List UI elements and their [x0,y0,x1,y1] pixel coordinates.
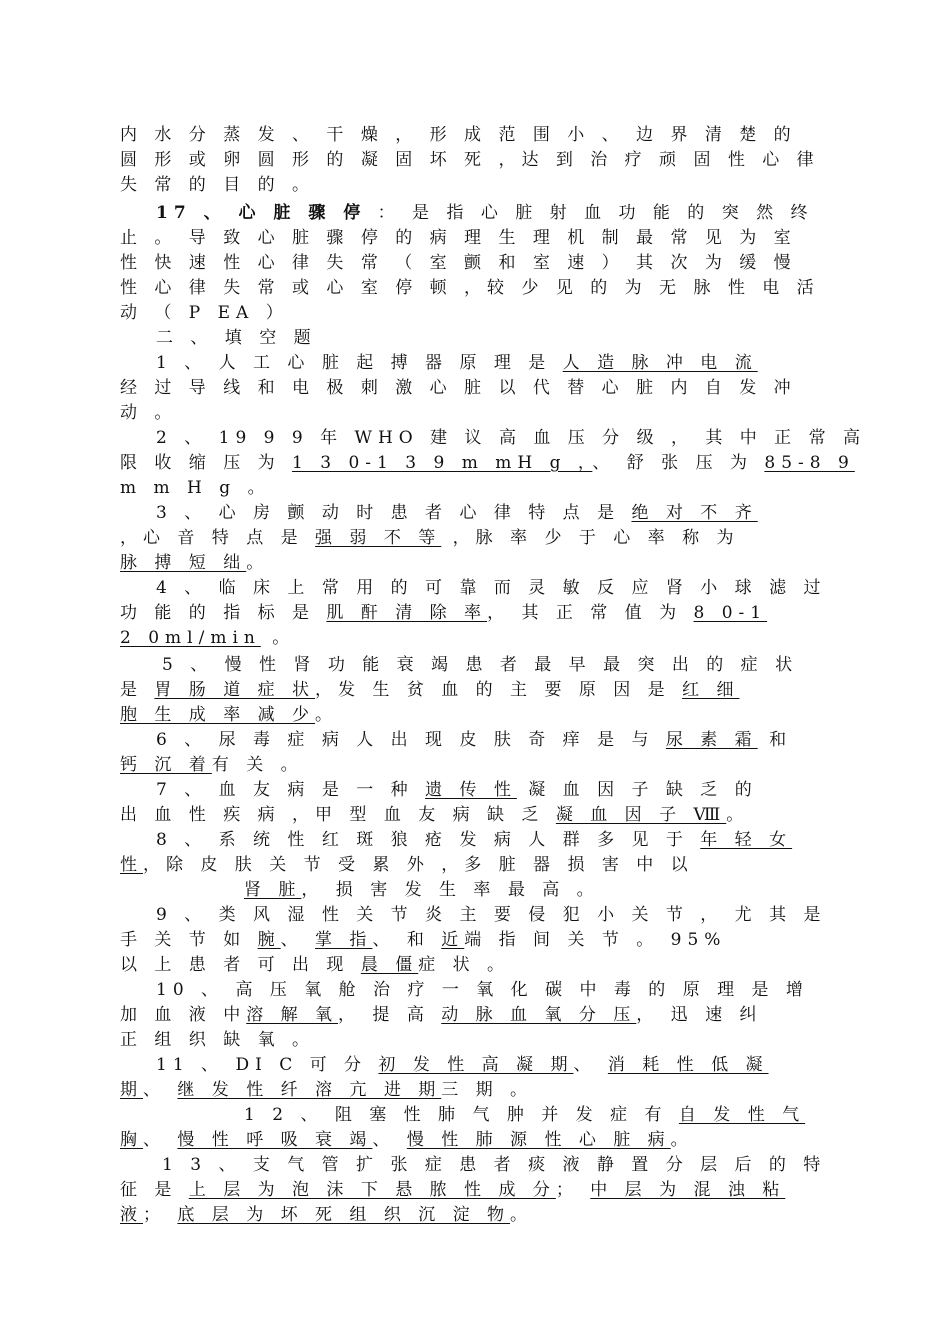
text-line [120,1004,763,1026]
text-run: 以 上 患 者 可 出 现 [120,955,350,975]
section-heading [156,327,317,349]
text-line [162,654,798,676]
text-run: 。 [726,805,750,825]
text-line [156,502,758,524]
text-run: 10 、 高 压 氧 舱 治 疗 一 氧 化 碳 中 毒 的 原 理 是 增 [156,980,809,1000]
text-run: 症 状 。 [418,955,511,975]
text-run: 二 、 填 空 题 [156,328,317,348]
answer-blank: 继 发 性 纤 溶 亢 进 期 [177,1080,442,1100]
answer-blank: 自 发 性 气 [678,1105,806,1125]
text-run: 内 水 分 蒸 发 、 干 燥 ， 形 成 范 围 小 、 边 界 清 楚 的 [120,125,797,145]
answer-blank: 肾 脏 [244,880,302,900]
text-line [162,1154,826,1176]
answer-blank: 2 0ml/min [120,628,261,648]
answer-blank: 年 轻 女 [700,830,793,850]
text-run: 三 期 。 [441,1080,534,1100]
text-run: 止 。 导 致 心 脏 骤 停 的 病 理 生 理 机 制 最 常 见 为 室 [120,228,797,248]
text-run: 1 、 人 工 心 脏 起 搏 器 原 理 是 [156,353,552,373]
text-line [120,402,177,424]
answer-blank: 慢 性 肺 源 性 心 脏 病 [406,1130,671,1150]
text-run: 、 [372,1130,396,1150]
text-line [120,1029,315,1051]
text-run: ，除 皮 肤 关 节 受 累 外 ，多 脏 器 损 害 中 以 [143,855,694,875]
text-line [156,427,866,449]
answer-blank: 消 耗 性 低 凝 [607,1055,769,1075]
text-run: ， 提 高 [338,1005,430,1025]
text-line [120,1204,533,1226]
text-run: 、 舒 张 压 为 [592,453,753,473]
answer-blank: 腕 [257,930,281,950]
text-line [120,302,289,324]
text-line [120,1079,533,1101]
answer-blank: 晨 僵 [360,955,419,975]
text-run: 限 收 缩 压 为 [120,453,281,473]
text-line [120,527,739,549]
text-run: ， 迅 速 纠 [636,1005,763,1025]
text-line [120,804,749,826]
text-line [120,929,726,951]
answer-blank: 溶 解 氧 [246,1005,339,1025]
answer-blank: 1 3 0-1 3 9 m mH g ， [292,453,593,473]
text-run: ，发 生 贫 血 的 主 要 原 因 是 [315,680,671,700]
text-run: 功 能 的 指 标 是 [120,603,316,623]
text-run: 。 [670,1130,694,1150]
text-line [120,754,304,776]
answer-blank: 肌 酐 清 除 率 [326,603,488,623]
text-run: 手 关 节 如 [120,930,247,950]
text-run: 出 血 性 疾 病 ，甲 型 血 友 病 缺 乏 [120,805,545,825]
text-line [156,577,827,599]
text-run: 性 心 律 失 常 或 心 室 停 顿 ，较 少 见 的 为 无 脉 性 电 活 [120,278,820,298]
text-run: ： 是 指 心 脏 射 血 功 能 的 突 然 终 [377,203,814,223]
text-run: 圆 形 或 卵 圆 形 的 凝 固 坏 死 ，达 到 治 疗 顽 固 性 心 律 [120,150,820,170]
text-line [156,904,827,926]
text-line [120,227,797,249]
text-line [120,377,797,399]
answer-blank: 慢 性 呼 吸 衰 竭 [177,1130,373,1150]
text-run: 。 [246,553,270,573]
text-line [120,477,271,499]
text-line [120,452,855,474]
answer-blank: 底 层 为 坏 死 组 织 沉 淀 物 [177,1205,511,1225]
text-run: 、 [143,1130,166,1150]
text-line [120,1129,694,1151]
text-run: 、 [573,1055,597,1075]
text-run: ； [143,1205,166,1225]
answer-blank: 红 细 [682,680,740,700]
text-run: ，脉 率 少 于 心 率 称 为 [452,528,740,548]
answer-blank: 动 脉 血 氧 分 压 [441,1005,637,1025]
text-line [120,124,797,146]
answer-blank: 胃 肠 道 症 状 [154,680,316,700]
text-line [120,954,510,976]
text-run: ， 损 害 发 生 率 最 高 。 [301,880,600,900]
text-run: 。 [315,705,339,725]
answer-blank: 胞 生 成 率 减 少 [120,705,316,725]
text-run: 端 指 间 关 节 。 95% [464,930,727,950]
text-run: 和 [769,730,793,750]
text-line [156,729,792,751]
text-line [120,252,797,274]
text-line [120,552,269,574]
text-run: 4 、 临 床 上 常 用 的 可 靠 而 灵 敏 反 应 肾 小 球 滤 过 [156,578,827,598]
text-run: 。 [272,628,296,648]
text-run: 6 、 尿 毒 症 病 人 出 现 皮 肤 奇 痒 是 与 [156,730,655,750]
answer-blank: 85-8 9 [764,453,855,473]
text-line [156,779,758,801]
text-line [156,1054,768,1076]
text-line [120,602,767,624]
text-run: 、 [280,930,304,950]
answer-blank: 期 [120,1080,143,1100]
text-line [244,879,600,901]
text-run: 2 、 19 9 9 年 WHO 建 议 高 血 压 分 级 ， 其 中 正 常 高 [156,428,866,448]
text-run: ； [555,1180,579,1200]
text-line [120,277,820,299]
term-heading-line [156,202,814,224]
answer-blank: 液 [120,1205,143,1225]
answer-blank: 掌 指 [315,930,373,950]
answer-blank: 胸 [120,1130,143,1150]
text-run: 加 血 液 中 [120,1005,247,1025]
answer-blank: 强 弱 不 等 [315,528,442,548]
answer-blank: 近 [441,930,465,950]
text-run: 正 组 织 缺 氧 。 [120,1030,316,1050]
text-run: m m H g 。 [120,478,271,498]
answer-blank: 8 0-1 [693,603,768,623]
text-line [244,1104,805,1126]
text-run: 7 、 血 友 病 是 一 种 [156,780,414,800]
text-line [120,1179,785,1201]
answer-blank: 上 层 为 泡 沫 下 悬 脓 性 成 分 [188,1180,556,1200]
text-run: 3 、 心 房 颤 动 时 患 者 心 律 特 点 是 [156,503,621,523]
answer-blank: 中 层 为 混 浊 粘 [590,1180,786,1200]
text-line [156,979,809,1001]
text-run: 、 和 [372,930,430,950]
answer-blank: 钙 沉 着 [120,755,212,775]
text-run: 9 、 类 风 湿 性 关 节 炎 主 要 侵 犯 小 关 节 ， 尤 其 是 [156,905,827,925]
text-run: 11 、 DI C 可 分 [156,1055,368,1075]
text-run: 。 [510,1205,534,1225]
text-run: 、 [143,1080,166,1100]
text-line [156,829,792,851]
text-run: 动 （ P EA ） [120,303,289,323]
text-line [120,704,338,726]
text-line [120,854,694,876]
text-run: 凝 血 因 子 缺 乏 的 [528,780,758,800]
text-line [120,679,739,701]
text-run: 1 2 、 阻 塞 性 肺 气 肿 并 发 症 有 [244,1105,668,1125]
text-run: ， 其 正 常 值 为 [487,603,683,623]
answer-blank: 脉 搏 短 绌 [120,553,247,573]
answer-blank: 遗 传 性 [425,780,517,800]
text-run: 是 [120,680,143,700]
answer-blank: 凝 血 因 子 Ⅷ [555,805,727,825]
text-run: 有 关 。 [211,755,304,775]
text-run: 1 3 、 支 气 管 扩 张 症 患 者 痰 液 静 置 分 层 后 的 特 [162,1155,827,1175]
text-line [120,149,820,171]
text-run: 5 、 慢 性 肾 功 能 衰 竭 患 者 最 早 最 突 出 的 症 状 [162,655,799,675]
answer-blank: 绝 对 不 齐 [631,503,758,523]
text-run: 经 过 导 线 和 电 极 刺 激 心 脏 以 代 替 心 脏 内 自 发 冲 [120,378,797,398]
text-line [156,352,758,374]
text-run: ，心 音 特 点 是 [120,528,304,548]
answer-blank: 尿 素 霜 [665,730,758,750]
text-line [120,174,315,196]
text-run: 失 常 的 目 的 。 [120,175,316,195]
text-run: 征 是 [120,1180,178,1200]
term-heading: 17 、 心 脏 骤 停 [156,203,367,223]
text-run: 8 、 系 统 性 红 斑 狼 疮 发 病 人 群 多 见 于 [156,830,689,850]
text-run: 动 。 [120,403,178,423]
text-run: 性 快 速 性 心 律 失 常 （ 室 颤 和 室 速 ） 其 次 为 缓 慢 [120,253,797,273]
text-line [120,627,295,649]
answer-blank: 初 发 性 高 凝 期 [378,1055,574,1075]
answer-blank: 性 [120,855,143,875]
answer-blank: 人 造 脉 冲 电 流 [562,353,758,373]
